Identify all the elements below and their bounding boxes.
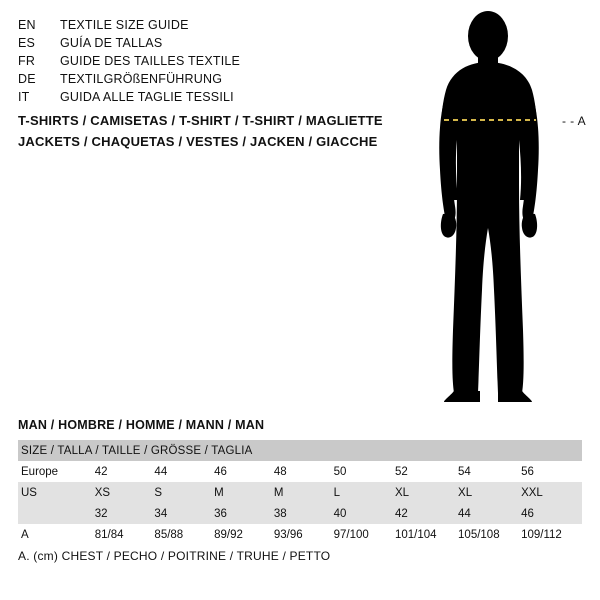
table-cell: 32 xyxy=(94,507,108,520)
row-label xyxy=(18,503,93,524)
legend-row xyxy=(18,34,378,52)
table-cell: 54 xyxy=(458,465,471,478)
table-cell: XS xyxy=(94,486,111,499)
measure-callout-a: - - A xyxy=(561,114,586,128)
legend-text: TEXTILE SIZE GUIDE xyxy=(60,18,189,32)
table-header-label: SIZE / TALLA / TAILLE / GRÖSSE / TAGLIA xyxy=(21,444,253,457)
table-cell: 52 xyxy=(394,465,408,478)
table-cell: 56 xyxy=(521,465,534,478)
heading-jackets: JACKETS / CHAQUETAS / VESTES / JACKEN / GIACCHE xyxy=(18,134,378,149)
table-cell: 109/112 xyxy=(521,528,562,541)
legend-text: TEXTILGRÖßENFÜHRUNG xyxy=(60,72,223,86)
table-cell: 40 xyxy=(333,507,347,520)
table-cell: 46 xyxy=(214,465,227,478)
table-cell: 44 xyxy=(154,465,168,478)
table-cell: 44 xyxy=(458,507,471,520)
table-cell: 42 xyxy=(394,507,408,520)
body-figure xyxy=(400,10,590,405)
heading-tshirts: T-SHIRTS / CAMISETAS / T-SHIRT / T-SHIRT / MAGLIETTE xyxy=(18,113,383,128)
table-cell: 85/88 xyxy=(154,528,184,541)
table-cell: 81/84 xyxy=(94,528,124,541)
table-row xyxy=(18,503,582,524)
table-cell: 50 xyxy=(333,465,347,478)
table-cell: 89/92 xyxy=(214,528,243,541)
table-cell: L xyxy=(333,486,340,499)
table-cell: 46 xyxy=(521,507,534,520)
legend-code: DE xyxy=(18,72,36,86)
category-headings xyxy=(18,110,418,152)
legend-text: GUÍA DE TALLAS xyxy=(60,36,163,50)
legend-row xyxy=(18,16,378,34)
table-cell: 34 xyxy=(154,507,168,520)
table-row xyxy=(18,524,582,545)
table-cell: 36 xyxy=(214,507,227,520)
table-cell: 42 xyxy=(94,465,108,478)
row-label: A xyxy=(21,528,29,541)
table-row xyxy=(18,461,582,482)
table-cell: 97/100 xyxy=(333,528,369,541)
legend-code: EN xyxy=(18,18,36,32)
footnote: A. (cm) CHEST / PECHO / POITRINE / TRUHE / PETTO xyxy=(18,549,331,563)
legend-code: FR xyxy=(18,54,36,68)
table-cell: XL xyxy=(394,486,410,499)
table-cell: 38 xyxy=(273,507,287,520)
table-cell: M xyxy=(273,486,284,499)
table-cell: 48 xyxy=(273,465,287,478)
legend-row xyxy=(18,88,378,106)
table-cell: S xyxy=(154,486,163,499)
male-silhouette-icon xyxy=(400,10,590,405)
legend-row xyxy=(18,70,378,88)
legend-code: ES xyxy=(18,36,36,50)
legend-code: IT xyxy=(18,90,30,104)
row-label: Europe xyxy=(21,465,59,478)
table-cell: M xyxy=(214,486,224,499)
table-cell: XXL xyxy=(521,486,543,499)
table-header-row xyxy=(18,440,582,461)
size-table xyxy=(18,440,582,545)
legend-text: GUIDA ALLE TAGLIE TESSILI xyxy=(60,90,234,104)
legend-row xyxy=(18,52,378,70)
row-label: US xyxy=(21,486,37,499)
table-title: MAN / HOMBRE / HOMME / MANN / MAN xyxy=(18,418,265,432)
table-cell: 101/104 xyxy=(394,528,437,541)
language-legend xyxy=(18,16,378,106)
legend-text: GUIDE DES TAILLES TEXTILE xyxy=(60,54,241,68)
table-cell: 105/108 xyxy=(458,528,500,541)
table-row xyxy=(18,482,582,503)
table-cell: 93/96 xyxy=(273,528,303,541)
table-cell: XL xyxy=(458,486,473,499)
